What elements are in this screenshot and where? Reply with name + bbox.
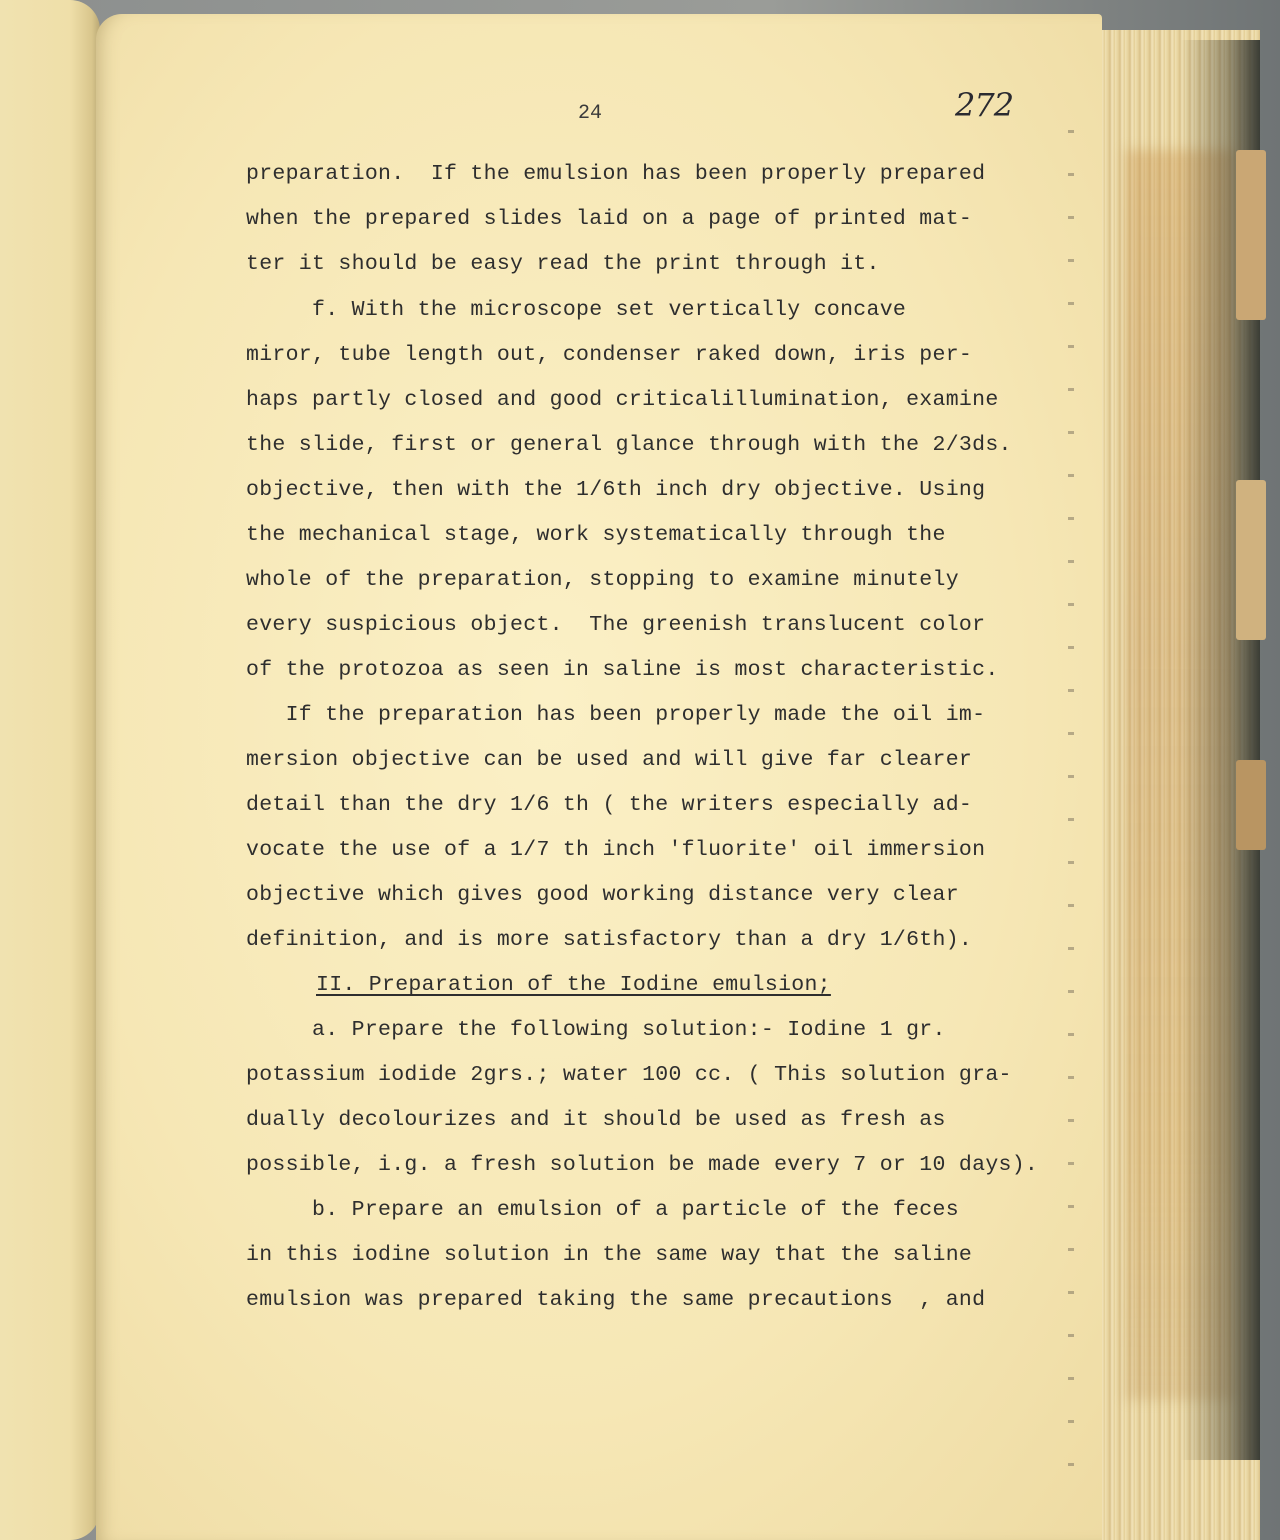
index-tab (1236, 480, 1266, 640)
text-line: miror, tube length out, condenser raked down, iris per- (246, 343, 973, 367)
page-number: 24 (578, 102, 603, 125)
text-line: potassium iodide 2grs.; water 100 cc. ( This solution gra- (246, 1063, 1012, 1087)
text-line: definition, and is more satisfactory than a dry 1/6th). (246, 928, 973, 952)
text-line: every suspicious object. The greenish translucent color (246, 613, 986, 637)
text-line: in this iodine solution in the same way that the saline (246, 1243, 973, 1267)
handwritten-folio-number: 272 (955, 86, 1014, 124)
text-line: b. Prepare an emulsion of a particle of the feces (246, 1198, 959, 1222)
text-line: whole of the preparation, stopping to examine minutely (246, 568, 959, 592)
text-line: mersion objective can be used and will give far clearer (246, 748, 973, 772)
page-edge-marks (1068, 90, 1074, 1490)
text-line: objective which gives good working distance very clear (246, 883, 959, 907)
text-line: detail than the dry 1/6 th ( the writers especially ad- (246, 793, 973, 817)
text-line: dually decolourizes and it should be used as fresh as (246, 1108, 946, 1132)
previous-page-edge (0, 0, 100, 1540)
text-line: a. Prepare the following solution:- Iodine 1 gr. (246, 1018, 946, 1042)
text-line: emulsion was prepared taking the same precautions , and (246, 1288, 986, 1312)
text-line: possible, i.g. a fresh solution be made every 7 or 10 days). (246, 1153, 1039, 1177)
text-line: If the preparation has been properly made the oil im- (246, 703, 986, 727)
text-line: the mechanical stage, work systematically through the (246, 523, 946, 547)
text-line: f. With the microscope set vertically concave (246, 298, 907, 322)
text-line: when the prepared slides laid on a page of printed mat- (246, 207, 973, 231)
section-heading: II. Preparation of the Iodine emulsion; (316, 973, 831, 997)
text-line: objective, then with the 1/6th inch dry objective. Using (246, 478, 986, 502)
text-line: haps partly closed and good criticalillumination, examine (246, 388, 999, 412)
index-tab (1236, 760, 1266, 850)
index-tab (1236, 150, 1266, 320)
text-line: vocate the use of a 1/7 th inch 'fluorite' oil immersion (246, 838, 986, 862)
text-line: the slide, first or general glance through with the 2/3ds. (246, 433, 1012, 457)
text-line: preparation. If the emulsion has been properly prepared (246, 162, 986, 186)
text-line: ter it should be easy read the print through it. (246, 252, 880, 276)
text-line: of the protozoa as seen in saline is most characteristic. (246, 658, 999, 682)
